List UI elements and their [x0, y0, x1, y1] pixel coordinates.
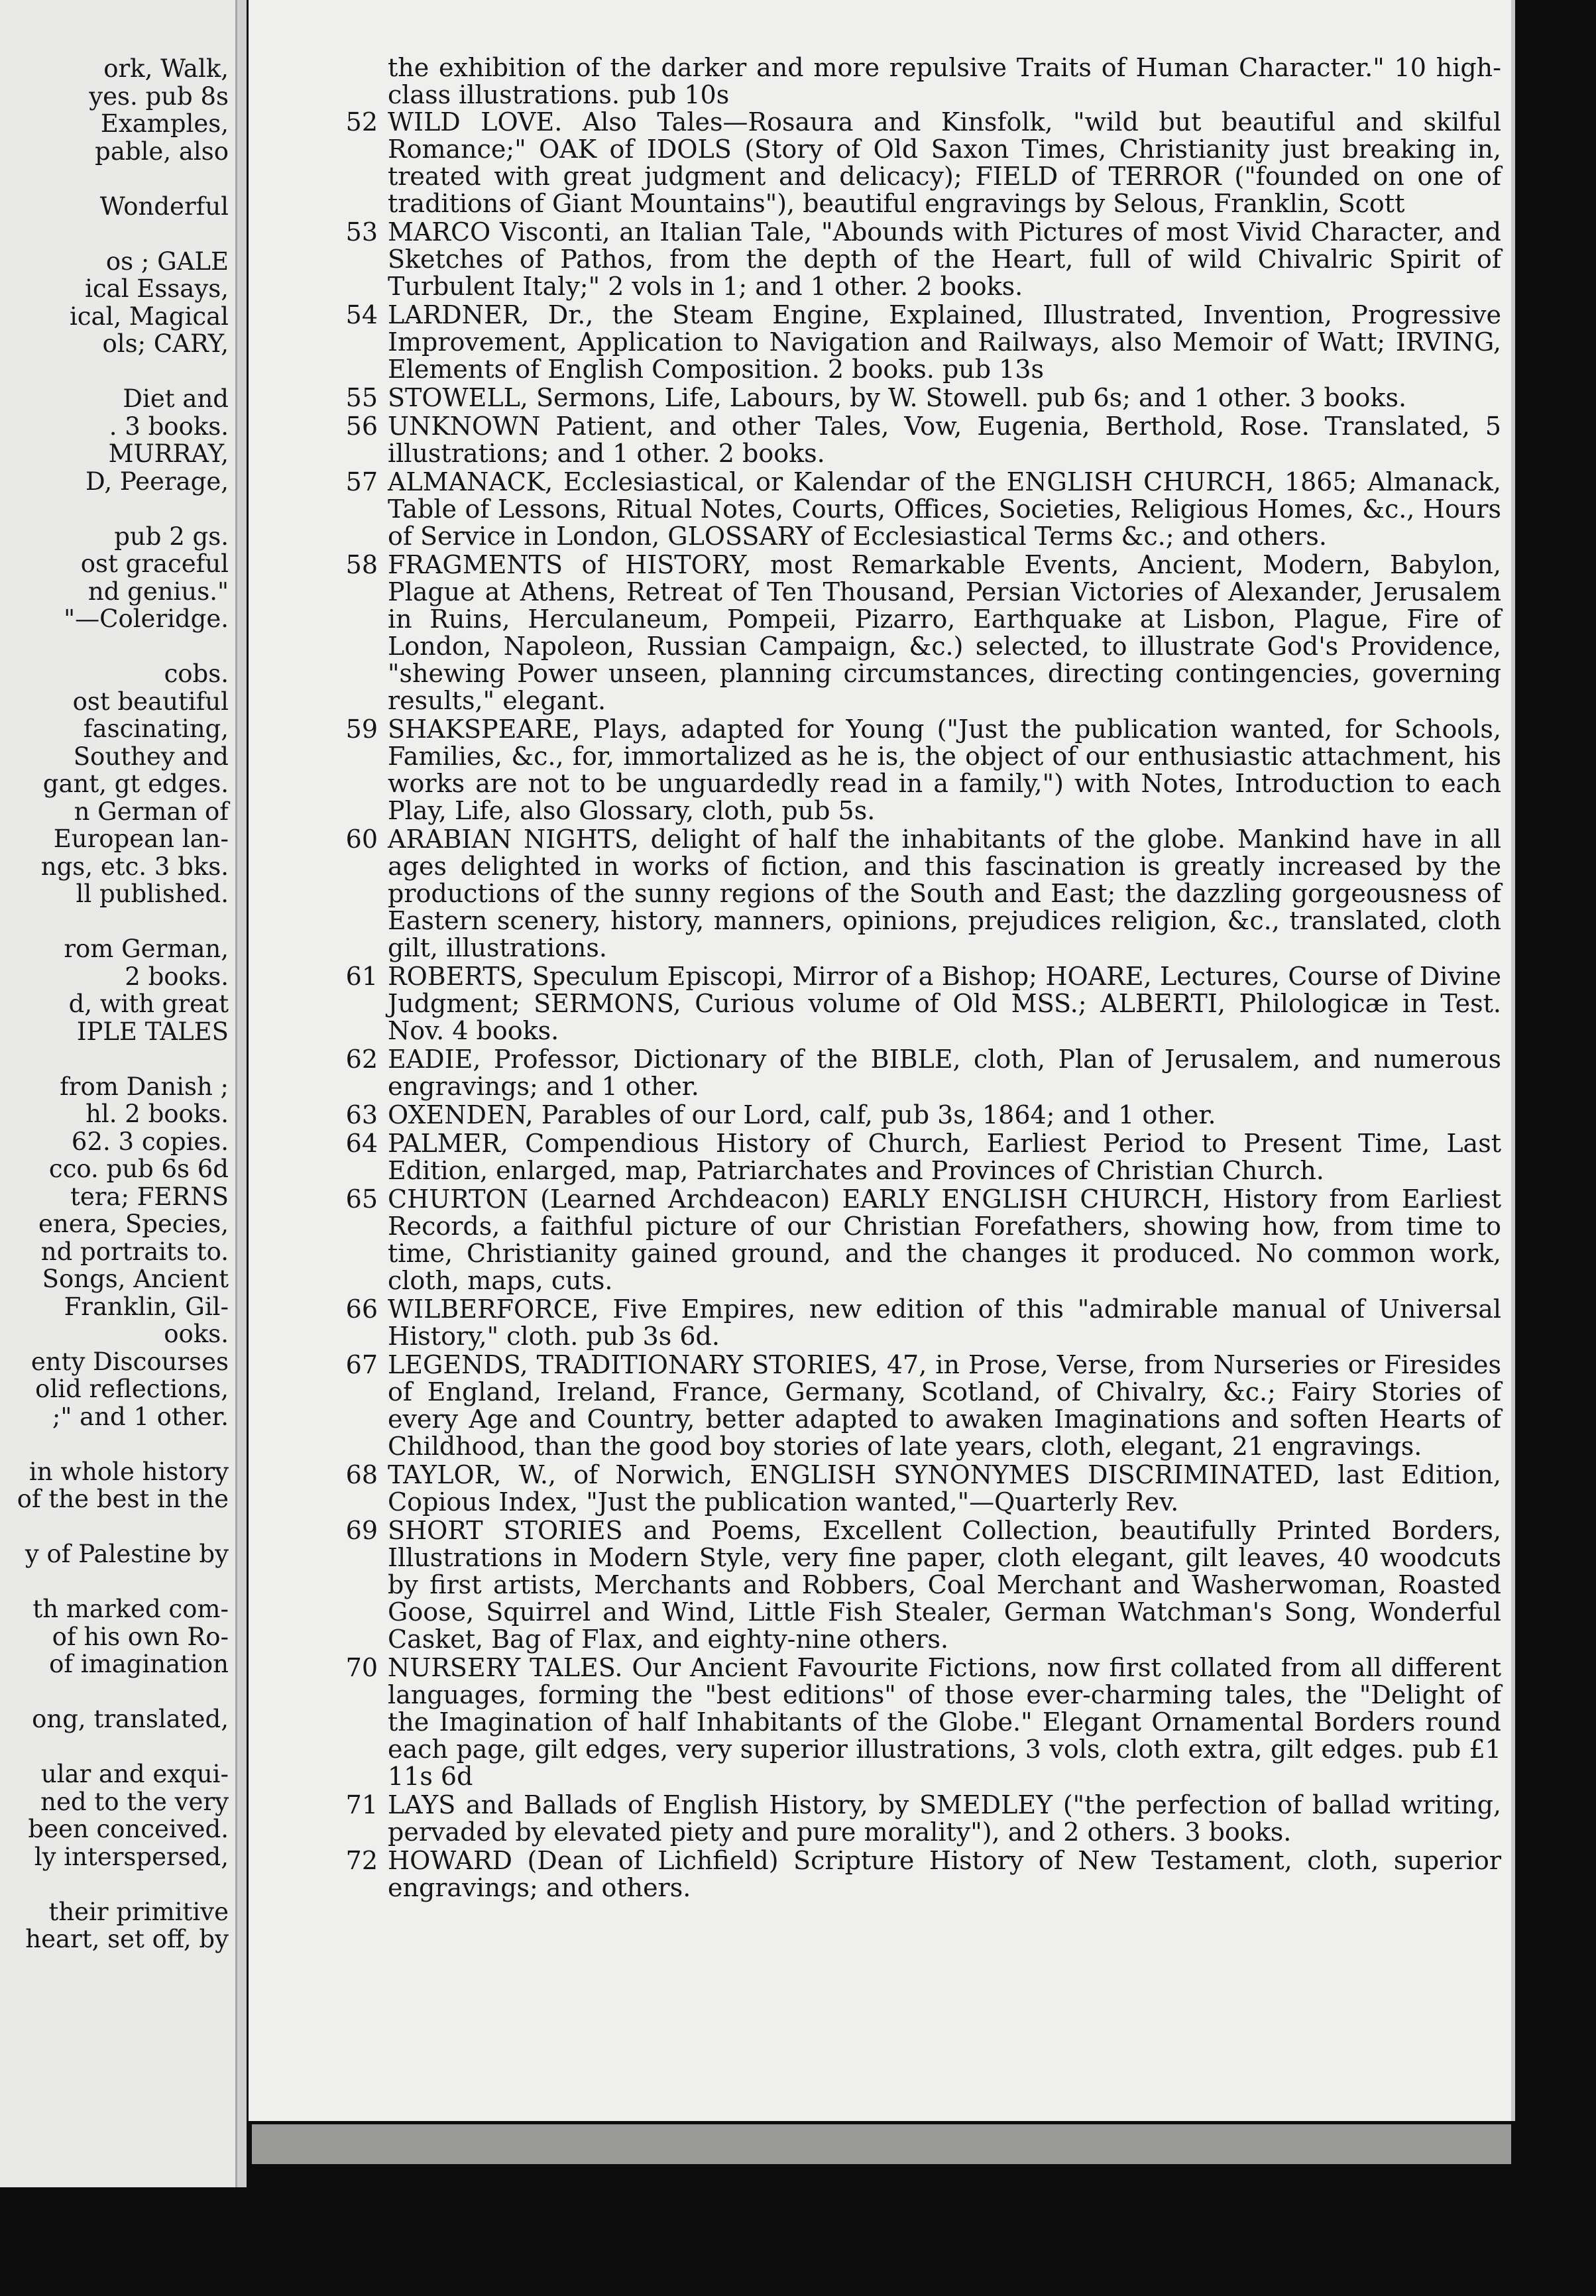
- entry-text: LAYS and Ballads of English History, by SMEDLEY ("the perfection of ballad writing, pervaded by elevated piety and pure morality"), and 2 others. 3 books.: [388, 1790, 1501, 1847]
- left-column-line: 2 books.: [125, 962, 229, 991]
- entry-text: LARDNER, Dr., the Steam Engine, Explained, Illustrated, Invention, Progressive Improvement, Application to Navigation and Railways, also Memoir of Watt; IRVING, Elements of English Composition. 2 books. pub 13s: [388, 300, 1501, 384]
- entry-number: 52: [345, 107, 378, 137]
- left-column-line: ost beautiful: [72, 687, 229, 716]
- entry-text: MARCO Visconti, an Italian Tale, "Abounds with Pictures of most Vivid Character, and Sketches of Pathos, from the depth of the Heart, full of wild Chivalric Spirit of Turbulent Italy;" 2 vols in 1; and 1 other. 2 books.: [388, 217, 1501, 301]
- entry-text: STOWELL, Sermons, Life, Labours, by W. Stowell. pub 6s; and 1 other. 3 books.: [388, 383, 1407, 412]
- left-column-line: MURRAY,: [108, 439, 229, 468]
- left-column-line: Southey and: [73, 742, 229, 771]
- left-column-line: pub 2 gs.: [114, 522, 229, 551]
- left-column-line: from Danish ;: [60, 1072, 229, 1101]
- catalogue-entry: [315, 413, 1501, 467]
- entry-number: 62: [345, 1045, 378, 1074]
- page-edge-shadow: [252, 2124, 1511, 2164]
- entry-number: 53: [345, 217, 378, 247]
- left-column-line: European lan-: [53, 825, 229, 853]
- entry-text: UNKNOWN Patient, and other Tales, Vow, Eugenia, Berthold, Rose. Translated, 5 illustrations; and 1 other. 2 books.: [388, 412, 1501, 468]
- left-column-line: pable, also: [95, 137, 229, 166]
- entry-number: 65: [345, 1184, 378, 1214]
- left-column-line: Wonderful: [99, 192, 229, 221]
- left-column-line: heart, set off, by: [25, 1925, 229, 1953]
- catalogue-entry: [315, 716, 1501, 825]
- left-column-line: their primitive: [48, 1897, 229, 1926]
- left-column-line: ll published.: [76, 880, 229, 908]
- catalogue-entry: [315, 1130, 1501, 1184]
- left-column-line: ols; CARY,: [102, 329, 229, 358]
- entry-number: 71: [345, 1790, 378, 1819]
- entry-number: 66: [345, 1294, 378, 1324]
- entry-text: the exhibition of the darker and more repulsive Traits of Human Character." 10 high-class illustrations. pub 10s: [388, 53, 1501, 109]
- entry-text: ROBERTS, Speculum Episcopi, Mirror of a Bishop; HOARE, Lectures, Course of Divine Judgment; SERMONS, Curious volume of Old MSS.; ALBERTI, Philologicæ in Test. Nov. 4 books.: [388, 962, 1501, 1045]
- left-column-line: enera, Species,: [38, 1210, 229, 1238]
- entry-number: 68: [345, 1460, 378, 1489]
- entry-text: SHORT STORIES and Poems, Excellent Collection, beautifully Printed Borders, Illustrations in Modern Style, very fine paper, cloth elegant, gilt leaves, 40 woodcuts by first artists, Merchants and Robbers, Coal Merchant and Washerwoman, Roasted Goose, Squirrel and Wind, Little Fish Stealer, German Watchman's Song, Wonderful Casket, Bag of Flax, and eighty-nine others.: [388, 1516, 1501, 1654]
- left-column-line: ned to the very: [40, 1787, 229, 1816]
- left-column-line: enty Discourses: [30, 1347, 229, 1376]
- left-column-line: in whole history: [28, 1457, 229, 1486]
- catalogue-entry: [315, 963, 1501, 1045]
- entry-number: 63: [345, 1100, 378, 1129]
- entry-number: 64: [345, 1129, 378, 1158]
- left-column-line: olid reflections,: [35, 1375, 229, 1403]
- entry-number: 55: [345, 383, 378, 412]
- left-column-line: ork, Walk,: [103, 54, 229, 83]
- left-column-line: of imagination: [49, 1650, 229, 1678]
- left-column-line: IPLE TALES: [76, 1017, 229, 1046]
- entry-number: 72: [345, 1846, 378, 1875]
- entry-text: FRAGMENTS of HISTORY, most Remarkable Events, Ancient, Modern, Babylon, Plague at Athens, Retreat of Ten Thousand, Persian Victories of Alexander, Jerusalem in Ruins, Herculaneum, Pompeii, Pizarro, Earthquake at Lisbon, Plague, Fire of London, Napoleon, Russian Campaign, &c.) selected, to illustrate God's Providence, "shewing Power unseen, planning circumstances, directing contingencies, governing results," elegant.: [388, 550, 1501, 715]
- catalogue-entry: [315, 1102, 1501, 1129]
- left-column-line: Diet and: [123, 384, 229, 413]
- entry-text: TAYLOR, W., of Norwich, ENGLISH SYNONYMES DISCRIMINATED, last Edition, Copious Index, "Just the publication wanted,"—Quarterly Rev.: [388, 1460, 1501, 1517]
- left-column-line: ngs, etc. 3 bks.: [40, 852, 229, 881]
- entry-number: 60: [345, 825, 378, 854]
- left-column-line: ost graceful: [80, 549, 229, 578]
- catalogue-entry: [315, 1654, 1501, 1790]
- left-column-line: "—Coleridge.: [64, 604, 229, 633]
- left-column-line: ical Essays,: [85, 274, 229, 303]
- entry-text: EADIE, Professor, Dictionary of the BIBLE, cloth, Plan of Jerusalem, and numerous engravings; and 1 other.: [388, 1045, 1501, 1101]
- entry-number: 59: [345, 715, 378, 744]
- catalogue-entry: [315, 1462, 1501, 1516]
- entry-text: LEGENDS, TRADITIONARY STORIES, 47, in Prose, Verse, from Nurseries or Firesides of England, Ireland, France, Germany, Scotland, of Chivalry, &c.; Fairy Stories of every Age and Country, better adapted to awaken Imaginations and soften Hearts of Childhood, than the good boy stories of late years, cloth, elegant, 21 engravings.: [388, 1350, 1501, 1461]
- catalogue-entry: [315, 551, 1501, 715]
- left-column-line: tera; FERNS: [70, 1182, 229, 1211]
- catalogue-entry: [315, 1046, 1501, 1100]
- left-column-line: 62. 3 copies.: [71, 1127, 229, 1156]
- left-column-line: y of Palestine by: [25, 1540, 229, 1568]
- entry-text: ARABIAN NIGHTS, delight of half the inhabitants of the globe. Mankind have in all ages delighted in works of fiction, and this fascination is greatly increased by the productions of the sunny regions of the South and East; the dazzling gorgeousness of Eastern scenery, history, manners, opinions, prejudices religion, &c., translated, cloth gilt, illustrations.: [388, 825, 1501, 962]
- left-column-line: d, with great: [68, 990, 229, 1018]
- left-column-line: fascinating,: [83, 715, 229, 743]
- left-column-line: ;" and 1 other.: [52, 1402, 229, 1431]
- catalogue-entry: [315, 302, 1501, 383]
- left-column-line: ong, translated,: [32, 1705, 229, 1733]
- left-column-line: cobs.: [164, 660, 229, 688]
- entry-text: NURSERY TALES. Our Ancient Favourite Fictions, now first collated from all different languages, forming the "best editions" of those ever-charming tales, the "Delight of the Imagination of half Inhabitants of the Globe." Elegant Ornamental Borders round each page, gilt edges, very superior illustrations, 3 vols, cloth extra, gilt edges. pub £1 11s 6d: [388, 1653, 1501, 1791]
- left-column-line: Franklin, Gil-: [64, 1292, 229, 1321]
- catalogue-entry: [315, 826, 1501, 962]
- entry-number: 69: [345, 1516, 378, 1545]
- entry-text: OXENDEN, Parables of our Lord, calf, pub 3s, 1864; and 1 other.: [388, 1100, 1216, 1129]
- catalogue-entry: [315, 384, 1501, 412]
- catalogue-entry: [315, 1792, 1501, 1846]
- catalogue-entry: [315, 54, 1501, 109]
- entry-number: 54: [345, 300, 378, 329]
- page-gutter: [237, 0, 247, 2187]
- left-column-line: . 3 books.: [109, 412, 229, 441]
- catalogue-entries: [315, 54, 1501, 1903]
- left-column-line: ical, Magical: [69, 302, 229, 331]
- entry-text: SHAKSPEARE, Plays, adapted for Young ("Just the publication wanted, for Schools, Families, &c., for, immortalized as he is, the object of our enthusiastic attachment, his works are not to be unguardedly read in a family,") with Notes, Introduction to each Play, Life, also Glossary, cloth, pub 5s.: [388, 715, 1501, 825]
- left-column-line: Examples,: [100, 109, 229, 138]
- left-column-line: nd genius.": [87, 577, 229, 606]
- left-column-line: th marked com-: [32, 1595, 229, 1623]
- catalogue-entry: [315, 1351, 1501, 1460]
- catalogue-entry: [315, 1847, 1501, 1902]
- left-column-line: ooks.: [164, 1320, 229, 1348]
- entry-number: 61: [345, 962, 378, 991]
- catalogue-entry: [315, 469, 1501, 550]
- left-column-line: os ; GALE: [105, 247, 229, 276]
- left-column-line: D, Peerage,: [86, 467, 229, 496]
- entry-number: 67: [345, 1350, 378, 1379]
- entry-text: PALMER, Compendious History of Church, Earliest Period to Present Time, Last Edition, enlarged, map, Patriarchates and Provinces of Christian Church.: [388, 1129, 1501, 1185]
- catalogue-entry: [315, 1517, 1501, 1653]
- left-column-line: nd portraits to.: [40, 1237, 229, 1266]
- catalogue-entry: [315, 1186, 1501, 1294]
- entry-text: CHURTON (Learned Archdeacon) EARLY ENGLISH CHURCH, History from Earliest Records, a faithful picture of our Christian Forefathers, showing how, from time to time, Christianity gained ground, and the changes it produced. No common work, cloth, maps, cuts.: [388, 1184, 1501, 1295]
- catalogue-entry: [315, 219, 1501, 300]
- catalogue-entry: [315, 1296, 1501, 1350]
- entry-number: 57: [345, 467, 378, 496]
- entry-number: 56: [345, 412, 378, 441]
- entry-text: WILBERFORCE, Five Empires, new edition of this "admirable manual of Universal History," cloth. pub 3s 6d.: [388, 1294, 1501, 1351]
- left-column-line: of his own Ro-: [52, 1622, 229, 1651]
- left-column-line: Songs, Ancient: [42, 1265, 229, 1293]
- left-column-line: been conceived.: [28, 1815, 229, 1843]
- entry-number: 70: [345, 1653, 378, 1682]
- left-column-line: of the best in the: [17, 1485, 229, 1513]
- left-column-line: cco. pub 6s 6d: [48, 1155, 229, 1183]
- entry-number: 58: [345, 550, 378, 579]
- entry-text: HOWARD (Dean of Lichfield) Scripture History of New Testament, cloth, superior engravings; and others.: [388, 1846, 1501, 1902]
- left-column-line: hl. 2 books.: [86, 1100, 229, 1128]
- right-page: [249, 0, 1515, 2121]
- entry-text: ALMANACK, Ecclesiastical, or Kalendar of the ENGLISH CHURCH, 1865; Almanack, Table of Lessons, Ritual Notes, Courts, Offices, Societies, Religious Homes, &c., Hours of Service in London, GLOSSARY of Ecclesiastical Terms &c.; and others.: [388, 467, 1501, 551]
- left-page: [0, 0, 237, 2187]
- catalogue-entry: [315, 109, 1501, 217]
- left-column-line: yes. pub 8s: [89, 82, 229, 111]
- left-column-line: rom German,: [64, 935, 229, 963]
- left-column-line: gant, gt edges.: [42, 770, 229, 798]
- left-column-line: n German of: [74, 797, 229, 826]
- entry-text: WILD LOVE. Also Tales—Rosaura and Kinsfolk, "wild but beautiful and skilful Romance;" OAK of IDOLS (Story of Old Saxon Times, Christianity just breaking in, treated with great judgment and delicacy); FIELD of TERROR ("founded on one of traditions of Giant Mountains"), beautiful engravings by Selous, Franklin, Scott: [388, 107, 1501, 218]
- left-column-line: ular and exqui-: [40, 1760, 229, 1788]
- left-column-line: ly interspersed,: [34, 1842, 229, 1871]
